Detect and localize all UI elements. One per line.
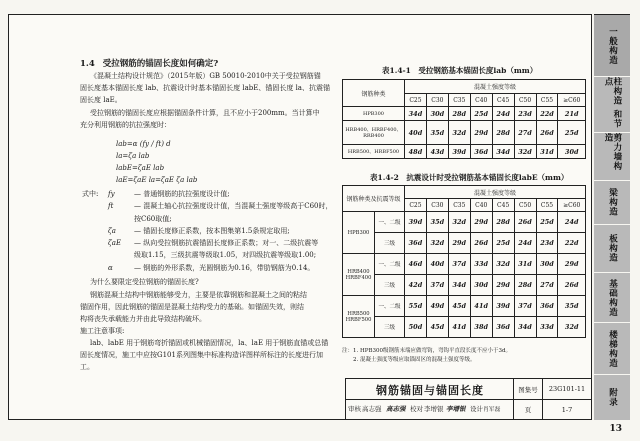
table-cell: 38d xyxy=(470,317,492,338)
definition-text: — 锚固长度修正系数，按本图集第1.5条规定取用; xyxy=(134,226,290,235)
table-cell: 23d xyxy=(514,107,536,121)
definition-symbol: ζaE xyxy=(108,239,122,248)
definition-text: 按C60取值; xyxy=(134,214,172,223)
table-cell: 39d xyxy=(448,145,470,159)
table-cell: 50d xyxy=(405,317,427,338)
paragraph-line: lab、labE 用于钢筋弯折锚固或机械锚固情况，la、laE 用于钢筋直锚或总锚 xyxy=(90,339,329,347)
atlas-value: 23G101-11 xyxy=(548,385,586,393)
table-cell: 39d xyxy=(492,296,514,317)
tab-label: 基础构造 xyxy=(607,278,618,317)
note-2: 2. 混凝土强度等级应取锚固区的混凝土强度等级。 xyxy=(353,357,476,363)
table-cell: 34d xyxy=(405,107,427,121)
table-header: 钢筋种类及抗震等级 xyxy=(343,186,405,212)
definition-prefix xyxy=(82,213,108,225)
table-cell: 21d xyxy=(558,107,586,121)
definition-row xyxy=(82,237,337,249)
table-cell: 31d xyxy=(514,254,536,275)
grade-header: ≥C60 xyxy=(558,199,586,212)
definition-row xyxy=(82,200,337,212)
definitions-list xyxy=(82,188,337,274)
table-cell: 34d xyxy=(448,275,470,296)
paragraph-line: 构将丧失承载能力并由此导致结构破坏。 xyxy=(80,315,206,323)
table-cell: 34d xyxy=(492,145,514,159)
note-1: 注：1. HPB300级钢筋末端应做弯钩，弯钩平直段长度不应小于3d。 xyxy=(342,348,512,354)
paragraph-line: 锚固作用，因此钢筋的锚固是混凝土结构受力的基础。如锚固失效，则结 xyxy=(80,303,304,311)
table-cell: 24d xyxy=(558,212,586,233)
paragraph-line: 固长度情况，施工中应按G101系列图集中标准构造详图样所标注的长度进行加 xyxy=(80,351,323,359)
table-header: 混凝土强度等级 xyxy=(405,80,586,94)
table-cell: 36d xyxy=(492,317,514,338)
sidebar-tabs xyxy=(594,14,630,420)
rebar-type: HRB500 HRBF500 xyxy=(343,296,375,338)
review-signature: 高志强 xyxy=(386,405,406,413)
table-cell: 32d xyxy=(492,254,514,275)
atlas-value-cell xyxy=(543,378,592,400)
table-cell: 25d xyxy=(492,233,514,254)
tab-label: 附录 xyxy=(607,388,618,407)
table-cell: 26d xyxy=(514,212,536,233)
subheading: 施工注意事项: xyxy=(80,327,125,335)
table-cell: 32d xyxy=(514,145,536,159)
formula: labE=ζaE lab xyxy=(116,164,165,172)
definition-prefix xyxy=(82,200,108,212)
table-seismic-anchorage xyxy=(342,185,586,338)
table-cell: 26d xyxy=(470,233,492,254)
tab-label: 一般构造 xyxy=(607,26,618,65)
table-cell: 30d xyxy=(536,254,558,275)
definition-prefix: 式中: xyxy=(82,190,99,198)
table-cell: 33d xyxy=(470,254,492,275)
tab-column[interactable] xyxy=(594,77,630,133)
formula: laE=ζaE la=ζaE ζa lab xyxy=(116,176,198,184)
definition-symbol: α xyxy=(108,263,113,272)
definition-text: — 普通钢筋的抗拉强度设计值; xyxy=(134,190,230,198)
table-header: 钢筋种类 xyxy=(343,80,405,107)
table-cell: 25d xyxy=(558,121,586,145)
grade-header: C45 xyxy=(492,94,514,107)
table-cell: 37d xyxy=(514,296,536,317)
table-cell: 36d xyxy=(470,145,492,159)
table-cell: 28d xyxy=(514,275,536,296)
table-cell: 45d xyxy=(426,317,448,338)
rebar-type: HRB400、HRBF400、RRB400 xyxy=(343,121,405,145)
table-cell: 31d xyxy=(536,145,558,159)
table-cell: 46d xyxy=(405,254,427,275)
definition-text: 级取1.15，三级抗震等级取1.05，对四级抗震等级取1.00; xyxy=(134,251,317,260)
definition-symbol xyxy=(108,213,134,225)
table-cell: 29d xyxy=(492,275,514,296)
grade-header: C30 xyxy=(426,199,448,212)
table-cell: 42d xyxy=(405,275,427,296)
seismic-level: 三级 xyxy=(375,275,405,296)
table-cell: 25d xyxy=(536,212,558,233)
definition-prefix xyxy=(82,225,108,237)
grade-header: C45 xyxy=(492,199,514,212)
table-cell: 32d xyxy=(448,121,470,145)
definition-row xyxy=(82,213,337,225)
check-name: 李增银 xyxy=(424,405,444,413)
atlas-label-cell xyxy=(513,378,543,400)
table2-caption: 表1.4-2 抗震设计时受拉钢筋基本锚固长度labE（mm） xyxy=(370,173,569,182)
paragraph-line: 固长度 laE。 xyxy=(80,96,122,104)
check-signature: 李增银 xyxy=(446,405,466,413)
formula-block xyxy=(116,138,197,186)
table-cell: 28d xyxy=(448,107,470,121)
tab-label: 剪力墙构造 xyxy=(603,133,622,171)
table-cell: 32d xyxy=(448,212,470,233)
definition-text: — 纵向受拉钢筋抗震锚固长度修正系数；对一、二级抗震等 xyxy=(134,239,319,248)
rebar-type: HPB300 xyxy=(343,212,375,254)
table-cell: 55d xyxy=(405,296,427,317)
definition-prefix xyxy=(82,262,108,274)
grade-header: C55 xyxy=(536,199,558,212)
grade-header: C25 xyxy=(405,199,427,212)
table-cell: 30d xyxy=(426,107,448,121)
definition-row xyxy=(82,188,337,200)
definition-row xyxy=(82,262,337,274)
tab-slab[interactable] xyxy=(594,225,630,273)
table-header: 混凝土强度等级 xyxy=(405,186,586,199)
table-cell: 24d xyxy=(492,107,514,121)
grade-header: C40 xyxy=(470,199,492,212)
definition-text: — 混凝土轴心抗拉强度设计值，当混凝土强度等级高于C60时， xyxy=(134,202,333,211)
grade-header: C25 xyxy=(405,94,427,107)
definition-prefix xyxy=(82,249,108,261)
paragraph-line: 固长度基本锚固长度 lab、抗震设计时基本锚固长度 labE、锚固长度 la、抗震锚 xyxy=(80,84,330,92)
table-cell: 30d xyxy=(558,145,586,159)
tab-general[interactable] xyxy=(594,15,630,77)
table-cell: 40d xyxy=(426,254,448,275)
table-cell: 32d xyxy=(426,233,448,254)
rebar-type: HPB300 xyxy=(343,107,405,121)
table-cell: 41d xyxy=(470,296,492,317)
section-title xyxy=(80,57,218,69)
table-cell: 24d xyxy=(514,233,536,254)
table-cell: 39d xyxy=(405,212,427,233)
design-label: 设计 xyxy=(470,405,483,413)
table-cell: 49d xyxy=(426,296,448,317)
paragraph-line: 钢筋混凝土结构中钢筋能够受力，主要是依靠钢筋和混凝土之间的粘结 xyxy=(90,291,307,299)
grade-header: C35 xyxy=(448,94,470,107)
table-cell: 23d xyxy=(536,233,558,254)
check-label: 校对 xyxy=(410,405,423,413)
tab-label: 板构造 xyxy=(607,234,618,263)
paragraph-line: 受拉钢筋的锚固长度应根据锚固条件计算，且不应小于200mm。当计算中 xyxy=(90,109,320,117)
seismic-level: 三级 xyxy=(375,317,405,338)
table-cell: 22d xyxy=(558,233,586,254)
table-cell: 48d xyxy=(405,145,427,159)
paragraph-line: 充分利用钢筋的抗拉强度时： xyxy=(80,121,171,129)
tab-label: 楼梯构造 xyxy=(607,329,618,368)
table-cell: 27d xyxy=(536,275,558,296)
grade-header: C50 xyxy=(514,94,536,107)
paragraph-line: 工。 xyxy=(80,363,94,371)
tab-beam[interactable] xyxy=(594,181,630,225)
formula: la=ζa lab xyxy=(116,152,150,160)
table-cell: 29d xyxy=(470,121,492,145)
definition-row xyxy=(82,249,337,261)
tab-appendix[interactable] xyxy=(594,375,630,421)
drawing-title: 钢筋锚固与锚固长度 xyxy=(376,384,484,397)
review-name: 高志强 xyxy=(362,405,382,413)
definition-text: — 钢筋的外形系数，光圆钢筋为0.16，带肋钢筋为0.14。 xyxy=(134,263,315,272)
table-cell: 28d xyxy=(492,212,514,233)
notes xyxy=(342,347,511,365)
table-cell: 25d xyxy=(470,107,492,121)
definition-row xyxy=(82,225,337,237)
table-basic-anchorage xyxy=(342,79,586,159)
table-cell: 37d xyxy=(448,254,470,275)
table-cell: 43d xyxy=(426,145,448,159)
table-cell: 33d xyxy=(536,317,558,338)
seismic-level: 一、二级 xyxy=(375,212,405,233)
section-number: 1.4 xyxy=(80,59,95,69)
review-label: 审核 xyxy=(348,405,361,413)
table-cell: 26d xyxy=(558,275,586,296)
table-cell: 35d xyxy=(558,296,586,317)
design-name: 肖军磊 xyxy=(483,407,501,413)
table-cell: 30d xyxy=(470,275,492,296)
table-cell: 29d xyxy=(558,254,586,275)
page-number: 13 xyxy=(609,424,622,434)
table-cell: 37d xyxy=(426,275,448,296)
table-cell: 36d xyxy=(405,233,427,254)
definition-prefix xyxy=(82,237,108,249)
table-cell: 29d xyxy=(448,233,470,254)
grade-header: C50 xyxy=(514,199,536,212)
table-cell: 40d xyxy=(405,121,427,145)
page-value-cell xyxy=(543,400,592,420)
page-label-cell xyxy=(513,400,543,420)
table-cell: 29d xyxy=(470,212,492,233)
seismic-level: 一、二级 xyxy=(375,296,405,317)
table-cell: 27d xyxy=(514,121,536,145)
definition-symbol xyxy=(108,249,134,261)
page-value: 1-7 xyxy=(561,405,573,414)
formula: lab=α (fy / ft) d xyxy=(116,140,171,148)
tab-stair[interactable] xyxy=(594,323,630,375)
atlas-label: 图集号 xyxy=(518,385,538,394)
grade-header: ≥C60 xyxy=(558,94,586,107)
page-label: 页 xyxy=(524,406,532,414)
paragraph-line: 《混凝土结构设计规范》（2015年版）GB 50010-2010中关于受拉钢筋锚 xyxy=(90,72,321,80)
rebar-type: HRB400 HRBF400 xyxy=(343,254,375,296)
grade-header: C35 xyxy=(448,199,470,212)
table-cell: 28d xyxy=(492,121,514,145)
section-question: 受拉钢筋的锚固长度如何确定? xyxy=(102,59,219,69)
table-cell: 35d xyxy=(426,121,448,145)
table-cell: 32d xyxy=(558,317,586,338)
table-cell: 35d xyxy=(426,212,448,233)
tab-label: 柱构造 和节点 xyxy=(603,77,622,129)
table-cell: 22d xyxy=(536,107,558,121)
tab-shear-wall[interactable] xyxy=(594,133,630,181)
subheading: 为什么要限定受拉钢筋的锚固长度? xyxy=(90,278,199,286)
table-cell: 26d xyxy=(536,121,558,145)
seismic-level: 一、二级 xyxy=(375,254,405,275)
table-cell: 34d xyxy=(514,317,536,338)
tab-label: 梁构造 xyxy=(607,188,618,217)
table-cell: 36d xyxy=(536,296,558,317)
definition-symbol: ft xyxy=(108,202,114,211)
definition-symbol: fy xyxy=(108,190,115,198)
definition-symbol: ζa xyxy=(108,226,116,235)
tab-foundation[interactable] xyxy=(594,273,630,323)
seismic-level: 三级 xyxy=(375,233,405,254)
table-cell: 41d xyxy=(448,317,470,338)
grade-header: C30 xyxy=(426,94,448,107)
rebar-type: HRB500、HRBF500 xyxy=(343,145,405,159)
table-cell: 45d xyxy=(448,296,470,317)
grade-header: C40 xyxy=(470,94,492,107)
table1-caption: 表1.4-1 受拉钢筋基本锚固长度lab（mm） xyxy=(382,66,538,75)
grade-header: C55 xyxy=(536,94,558,107)
